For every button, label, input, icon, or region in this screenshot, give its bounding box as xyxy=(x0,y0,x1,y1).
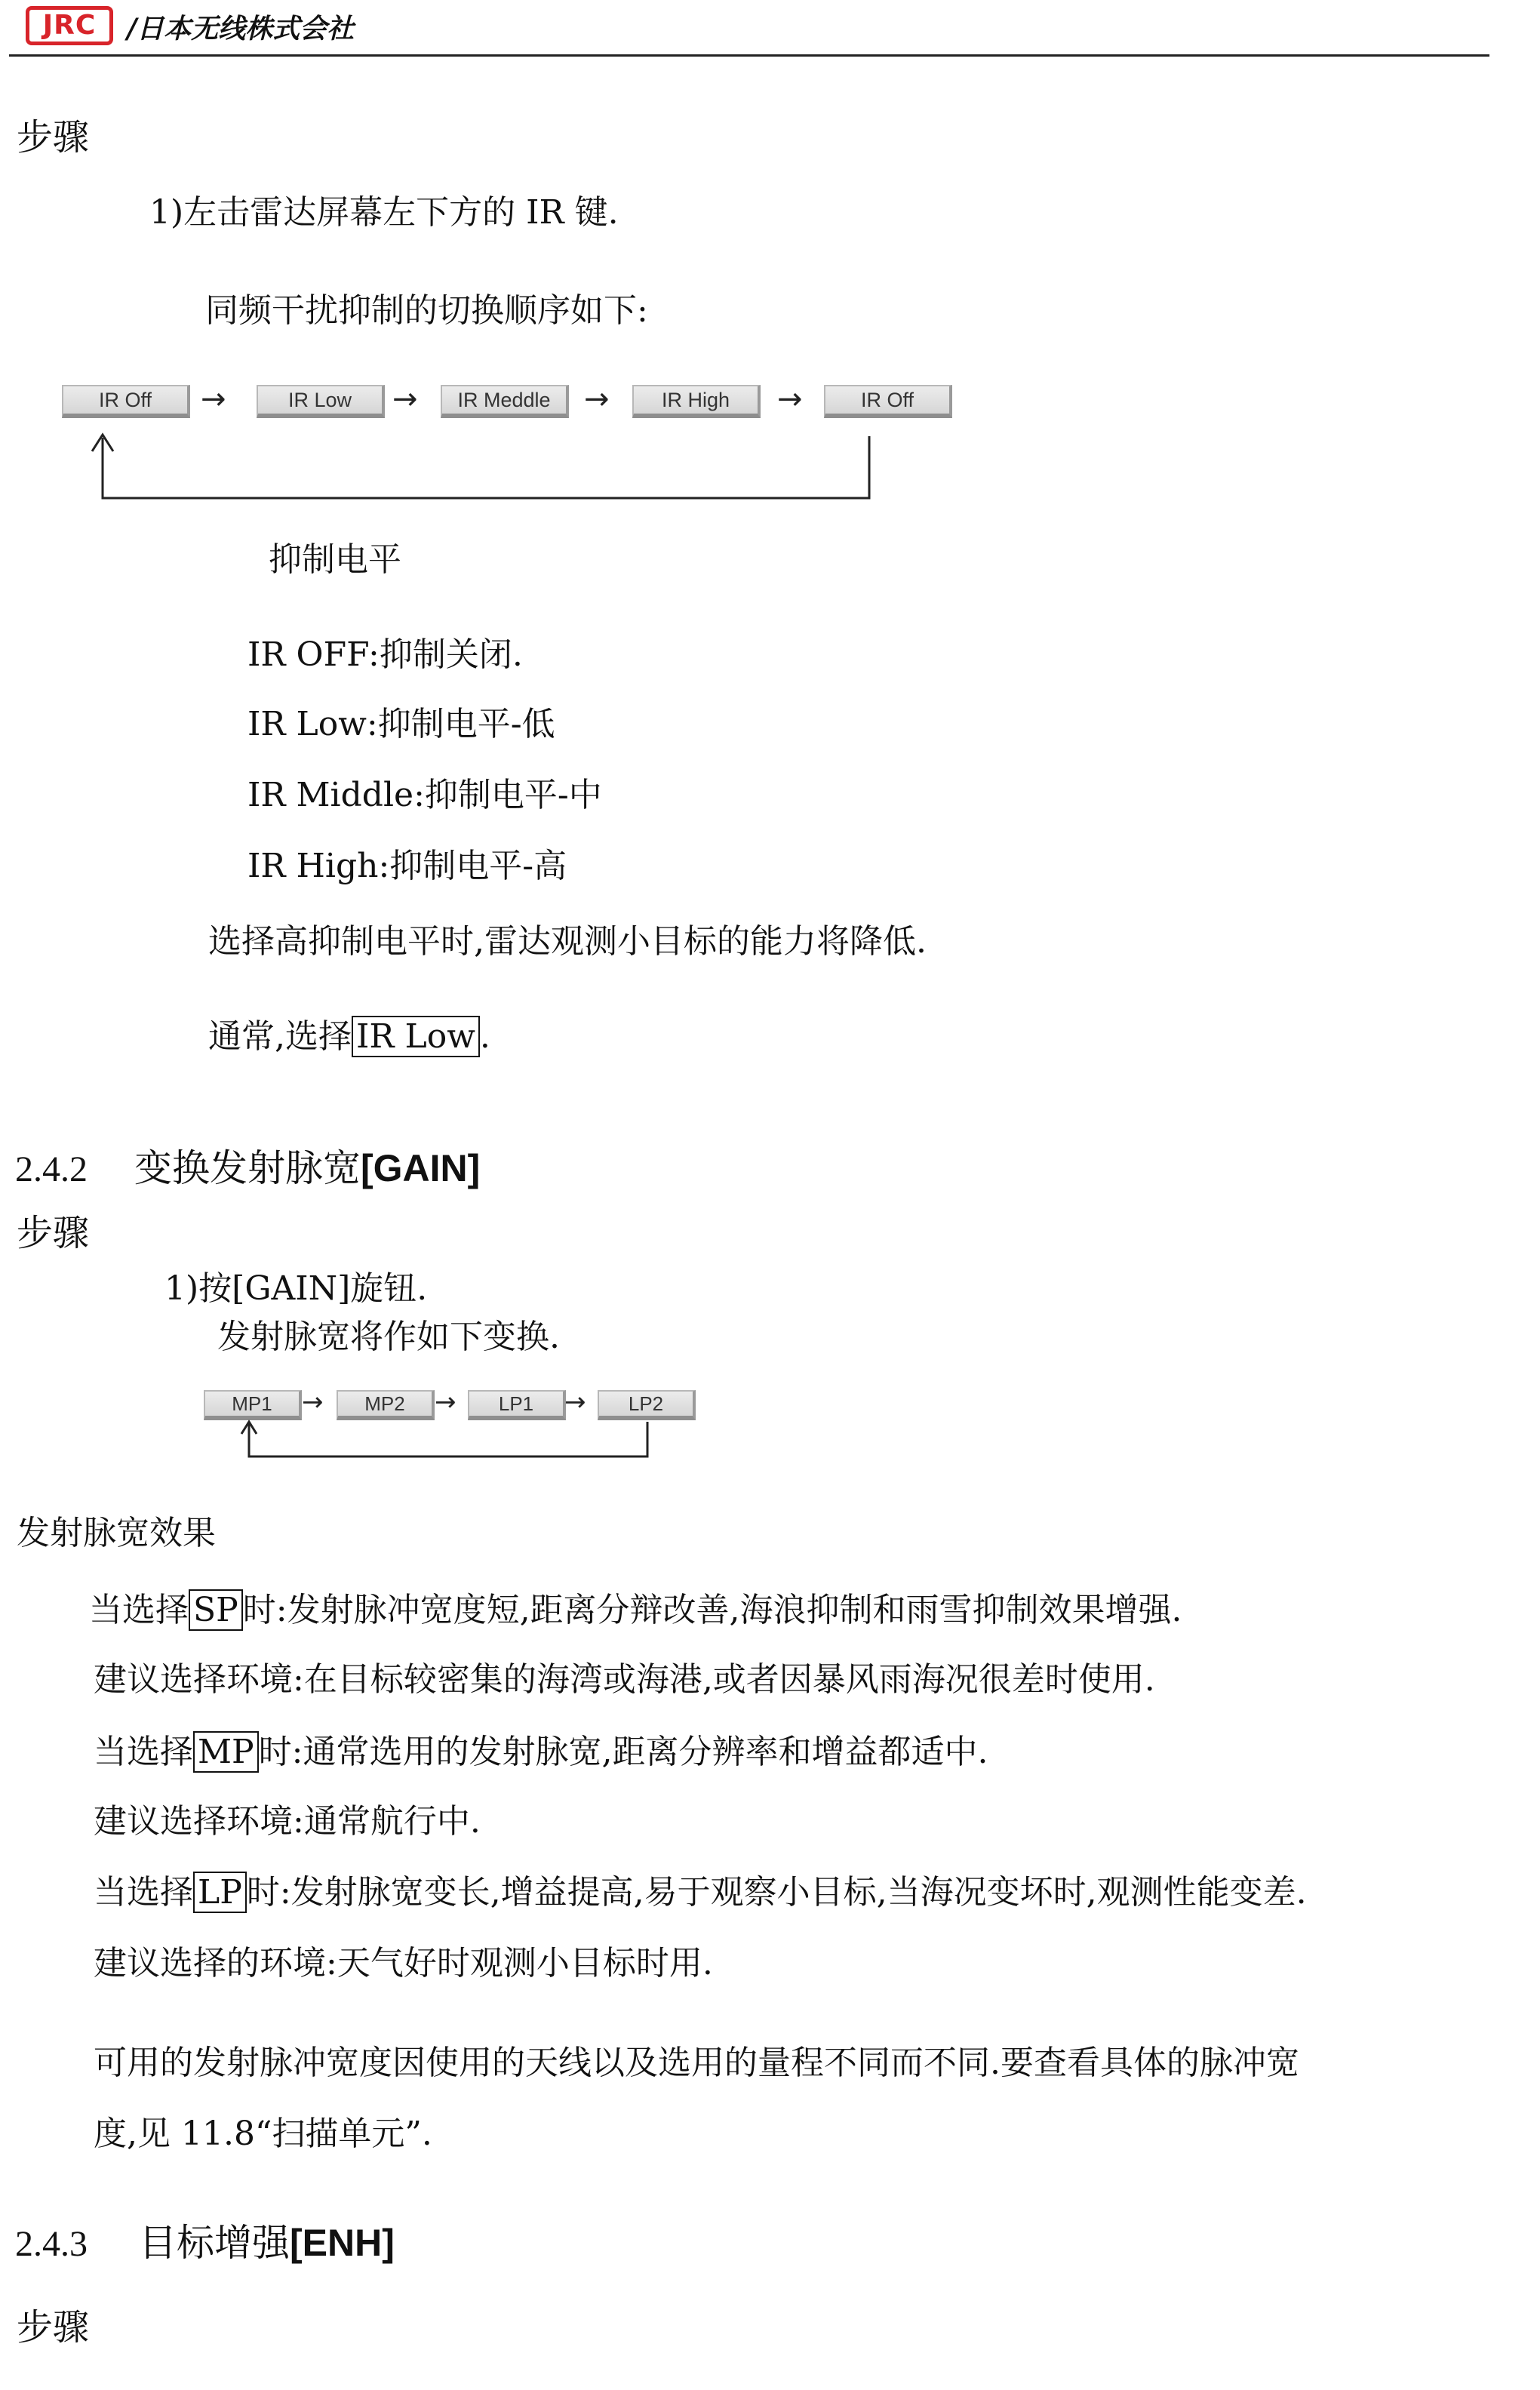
ir-low-button[interactable]: IR Low xyxy=(257,385,385,418)
lp1-button[interactable]: LP1 xyxy=(468,1390,566,1420)
section-key: [GAIN] xyxy=(361,1147,481,1189)
sp-advice: 建议选择环境:在目标较密集的海湾或海港,或者因暴风雨海况很差时使用. xyxy=(94,1660,1155,1699)
section-title: 变换发射脉宽 xyxy=(134,1146,361,1190)
section-heading-enh xyxy=(15,2219,395,2276)
usual-selection xyxy=(208,1016,490,1058)
sp-effect xyxy=(89,1589,1182,1632)
ir-off-button-end[interactable]: IR Off xyxy=(824,385,952,418)
ir-meddle-button[interactable]: IR Meddle xyxy=(441,385,569,418)
availability-line-2: 度,见 11.8“扫描单元”. xyxy=(94,2115,432,2153)
level-heading: 抑制电平 xyxy=(269,540,401,579)
sp-prefix: 当选择 xyxy=(89,1591,189,1629)
level-item: IR Low:抑制电平-低 xyxy=(247,705,555,743)
steps-label: 步骤 xyxy=(17,116,90,158)
steps-label: 步骤 xyxy=(17,2306,90,2348)
section-number: 2.4.3 xyxy=(15,2224,88,2264)
ir-cycle-return-line xyxy=(0,0,1540,528)
mp1-button[interactable]: MP1 xyxy=(204,1390,302,1420)
steps-label: 步骤 xyxy=(17,1212,90,1254)
mp-prefix: 当选择 xyxy=(94,1733,193,1771)
step-1-text: 1)按[GAIN]旋钮. xyxy=(164,1269,428,1308)
level-item: IR OFF:抑制关闭. xyxy=(247,635,523,674)
availability-line-1: 可用的发射脉冲宽度因使用的天线以及选用的量程不同而不同.要查看具体的脉冲宽 xyxy=(94,2044,1299,2082)
arrow-right-icon: → xyxy=(564,1387,586,1417)
arrow-right-icon: → xyxy=(584,382,610,417)
usual-prefix: 通常,选择 xyxy=(208,1017,352,1056)
step-1-text: 1)左击雷达屏幕左下方的 IR 键. xyxy=(149,193,619,232)
section-heading-gain xyxy=(15,1144,480,1201)
mp-key-label: MP xyxy=(193,1731,259,1773)
lp-prefix: 当选择 xyxy=(94,1873,193,1912)
mp-text: 时:通常选用的发射脉宽,距离分辨率和增益都适中. xyxy=(258,1733,988,1771)
level-item: IR High:抑制电平-高 xyxy=(247,847,567,885)
arrow-right-icon: → xyxy=(392,382,418,417)
high-level-note: 选择高抑制电平时,雷达观测小目标的能力将降低. xyxy=(208,922,927,961)
jrc-logo: JRC xyxy=(26,6,113,45)
arrow-right-icon: → xyxy=(777,382,803,417)
ir-off-button[interactable]: IR Off xyxy=(62,385,190,418)
arrow-right-icon: → xyxy=(302,1387,324,1417)
step-1-detail: 发射脉宽将作如下变换. xyxy=(217,1318,560,1356)
gain-cycle-return-line xyxy=(0,1358,1540,1479)
section-key: [ENH] xyxy=(290,2222,395,2264)
lp-advice: 建议选择的环境:天气好时观测小目标时用. xyxy=(94,1944,713,1982)
arrow-right-icon: → xyxy=(435,1387,456,1417)
lp-key-label: LP xyxy=(193,1872,247,1913)
arrow-right-icon: → xyxy=(201,382,226,417)
mp2-button[interactable]: MP2 xyxy=(337,1390,435,1420)
ir-high-button[interactable]: IR High xyxy=(632,385,761,418)
lp2-button[interactable]: LP2 xyxy=(598,1390,696,1420)
effects-heading: 发射脉宽效果 xyxy=(17,1514,216,1552)
sequence-intro: 同频干扰抑制的切换顺序如下: xyxy=(205,291,648,330)
lp-effect xyxy=(94,1872,1307,1914)
company-name: /日本无线株式会社 xyxy=(127,13,355,45)
level-item: IR Middle:抑制电平-中 xyxy=(247,776,602,814)
lp-text: 时:发射脉宽变长,增益提高,易于观察小目标,当海况变坏时,观测性能变差. xyxy=(246,1873,1307,1912)
mp-effect xyxy=(94,1731,988,1773)
section-title: 目标增强 xyxy=(139,2221,290,2265)
sp-key-label: SP xyxy=(189,1589,243,1631)
usual-suffix: . xyxy=(479,1017,490,1056)
section-number: 2.4.2 xyxy=(15,1149,88,1189)
ir-low-key-label: IR Low xyxy=(352,1016,480,1057)
mp-advice: 建议选择环境:通常航行中. xyxy=(94,1802,481,1841)
sp-text: 时:发射脉冲宽度短,距离分辩改善,海浪抑制和雨雪抑制效果增强. xyxy=(242,1591,1182,1629)
